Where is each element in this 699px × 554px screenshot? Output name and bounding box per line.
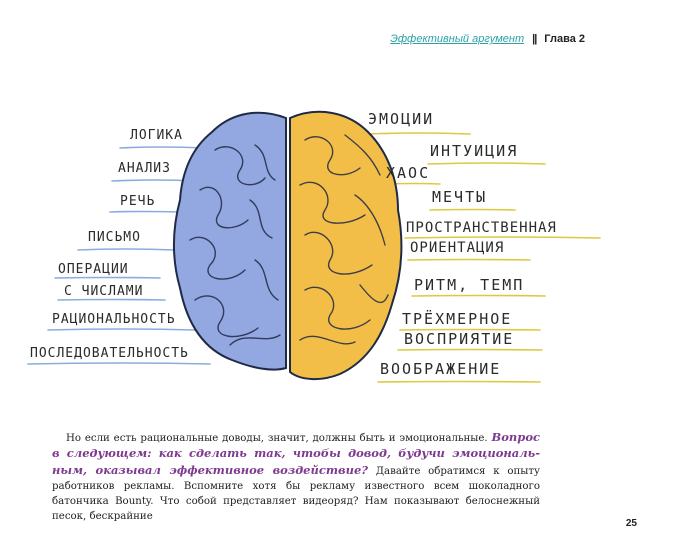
label-logic: ЛОГИКА xyxy=(130,128,183,143)
label-speech: РЕЧЬ xyxy=(120,194,156,209)
label-writing: ПИСЬМО xyxy=(88,230,141,245)
label-emotions: ЭМОЦИИ xyxy=(368,110,435,128)
underline-left-8 xyxy=(28,363,210,364)
underline-left-1 xyxy=(120,147,205,148)
label-rationality: РАЦИОНАЛЬНОСТЬ xyxy=(52,312,176,327)
label-analysis: АНАЛИЗ xyxy=(118,161,171,176)
running-header xyxy=(390,33,585,45)
label-three-dimensional: ТРЁХМЕРНОЕ xyxy=(402,310,513,328)
underline-right-9 xyxy=(398,350,542,351)
underline-left-7 xyxy=(48,329,195,330)
header-section-link[interactable]: Эффективный аргумент xyxy=(390,33,525,45)
underline-right-7 xyxy=(412,296,545,297)
underline-right-2 xyxy=(428,163,545,164)
header-separator: || xyxy=(532,33,537,45)
underline-left-5 xyxy=(55,278,160,279)
body-emphasis: Вопрос в следующем: как сделать так, чтобы довод, будучи эмоциональ-ным, оказывал эффективное воздействие? xyxy=(52,430,540,477)
brain-hemispheres-illustration xyxy=(0,60,699,400)
underline-left-4 xyxy=(78,249,175,250)
underline-left-3 xyxy=(110,212,180,213)
underline-right-1 xyxy=(366,133,470,134)
label-with-numbers: С ЧИСЛАМИ xyxy=(64,284,144,299)
underline-right-4 xyxy=(430,210,515,211)
label-chaos: ХАОС xyxy=(386,164,431,182)
label-rhythm: РИТМ, ТЕМП xyxy=(414,276,525,294)
page-number: 25 xyxy=(625,518,637,529)
underline-left-6 xyxy=(58,300,165,301)
label-intuition: ИНТУИЦИЯ xyxy=(430,142,519,160)
underline-right-5 xyxy=(405,237,600,238)
body-paragraph xyxy=(52,430,540,525)
label-perception: ВОСПРИЯТИЕ xyxy=(404,330,515,348)
header-chapter: Глава 2 xyxy=(544,33,585,45)
left-hemisphere xyxy=(174,113,286,370)
body-text-start: Но если есть рациональные доводы, значит, должны быть и эмоциональные. xyxy=(66,433,488,444)
label-sequence: ПОСЛЕДОВАТЕЛЬНОСТЬ xyxy=(30,346,189,361)
label-operations: ОПЕРАЦИИ xyxy=(58,262,129,277)
label-imagination: ВООБРАЖЕНИЕ xyxy=(380,360,502,378)
underline-right-10 xyxy=(378,382,540,383)
label-dreams: МЕЧТЫ xyxy=(432,188,488,206)
underline-right-6 xyxy=(408,260,530,261)
label-orientation: ОРИЕНТАЦИЯ xyxy=(410,240,505,256)
body-text-end: Давайте обратимся к опыту работников рекламы. Вспомните хотя бы рекламу известного всем шоколадного батончика Bounty. Что собой представляет видеоряд? Нам показывают белоснежный песок, бескрайние xyxy=(52,465,540,523)
label-spatial: ПРОСТРАНСТВЕННАЯ xyxy=(406,220,557,236)
